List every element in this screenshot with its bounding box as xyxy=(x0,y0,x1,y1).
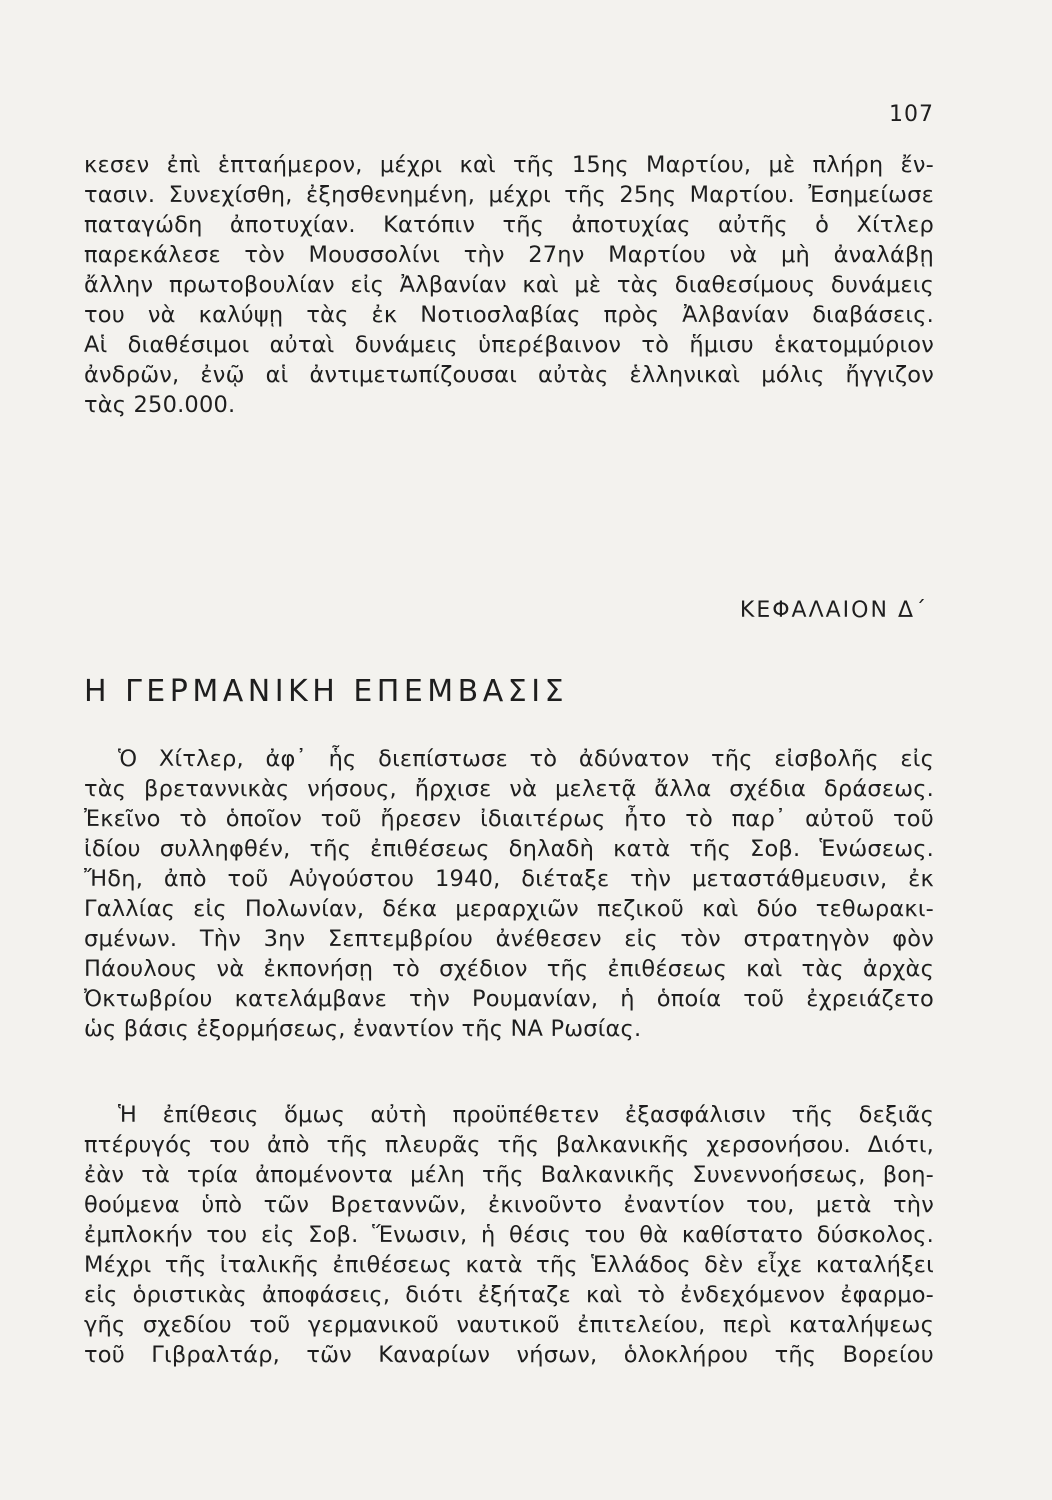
text-line: τὰς βρεταννικὰς νήσους, ἤρχισε νὰ μελετᾷ ἄλλα σχέδια δράσεως. xyxy=(84,776,934,802)
text-line: τοῦ Γιβραλτάρ, τῶν Καναρίων νήσων, ὁλοκλήρου τῆς Βορείου xyxy=(84,1342,934,1368)
text-line: Ὀκτωβρίου κατελάμβανε τὴν Ρουμανίαν, ἡ ὁποία τοῦ ἐχρειάζετο xyxy=(84,986,934,1012)
text-line: Ἤδη, ἀπὸ τοῦ Αὐγούστου 1940, διέταξε τὴν μεταστάθμευσιν, ἐκ xyxy=(84,866,934,892)
page-number: 107 xyxy=(889,102,934,127)
text-line: πτέρυγός του ἀπὸ τῆς πλευρᾶς τῆς βαλκανικῆς χερσονήσου. Διότι, xyxy=(84,1132,934,1158)
text-line: κεσεν ἐπὶ ἑπταήμερον, μέχρι καὶ τῆς 15ης Μαρτίου, μὲ πλήρη ἔν- xyxy=(84,152,934,178)
text-line: Γαλλίας εἰς Πολωνίαν, δέκα μεραρχιῶν πεζικοῦ καὶ δύο τεθωρακι- xyxy=(84,896,934,922)
text-line: θούμενα ὑπὸ τῶν Βρεταννῶν, ἐκινοῦντο ἐναντίον του, μετὰ τὴν xyxy=(84,1192,934,1218)
text-line: ἐμπλοκήν του εἰς Σοβ. Ἕνωσιν, ἡ θέσις του θὰ καθίστατο δύσκολος. xyxy=(84,1222,934,1248)
text-line: παρεκάλεσε τὸν Μουσσολίνι τὴν 27ην Μαρτίου νὰ μὴ ἀναλάβῃ xyxy=(84,242,934,268)
text-line: ἐὰν τὰ τρία ἀπομένοντα μέλη τῆς Βαλκανικῆς Συνεννοήσεως, βοη- xyxy=(84,1162,934,1188)
text-line: γῆς σχεδίου τοῦ γερμανικοῦ ναυτικοῦ ἐπιτελείου, περὶ καταλήψεως xyxy=(84,1312,934,1338)
text-line: Μέχρι τῆς ἰταλικῆς ἐπιθέσεως κατὰ τῆς Ἑλλάδος δὲν εἶχε καταλήξει xyxy=(84,1252,934,1278)
paragraph-two xyxy=(84,1100,934,1370)
chapter-label: ΚΕΦΑΛΑΙΟΝ Δ΄ xyxy=(739,598,928,623)
text-line: τὰς 250.000. xyxy=(84,392,236,418)
chapter-title: Η ΓΕΡΜΑΝΙΚΗ ΕΠΕΜΒΑΣΙΣ xyxy=(84,674,569,709)
text-line: ἀνδρῶν, ἐνῷ αἱ ἀντιμετωπίζουσαι αὐτὰς ἑλληνικαὶ μόλις ἤγγιζον xyxy=(84,362,934,388)
text-line: εἰς ὁριστικὰς ἀποφάσεις, διότι ἐξήταζε καὶ τὸ ἐνδεχόμενον ἐφαρμο- xyxy=(84,1282,934,1308)
text-line: σμένων. Τὴν 3ην Σεπτεμβρίου ἀνέθεσεν εἰς τὸν στρατηγὸν φὸν xyxy=(84,926,934,952)
text-line: ἰδίου συλληφθέν, τῆς ἐπιθέσεως δηλαδὴ κατὰ τῆς Σοβ. Ἑνώσεως. xyxy=(84,836,934,862)
text-line: παταγώδη ἀποτυχίαν. Κατόπιν τῆς ἀποτυχίας αὐτῆς ὁ Χίτλερ xyxy=(84,212,934,238)
text-line: του νὰ καλύψῃ τὰς ἐκ Νοτιοσλαβίας πρὸς Ἀλβανίαν διαβάσεις. xyxy=(84,302,934,328)
paragraph-one xyxy=(84,744,934,1044)
top-paragraph xyxy=(84,150,934,420)
text-line: Ὁ Χίτλερ, ἀφ᾽ ἧς διεπίστωσε τὸ ἀδύνατον τῆς εἰσβολῆς εἰς xyxy=(118,746,934,772)
text-line: Αἱ διαθέσιμοι αὐταὶ δυνάμεις ὑπερέβαινον τὸ ἥμισυ ἑκατομμύριον xyxy=(84,332,934,358)
text-line: Πάουλους νὰ ἐκπονήσῃ τὸ σχέδιον τῆς ἐπιθέσεως καὶ τὰς ἀρχὰς xyxy=(84,956,934,982)
text-line: Ἡ ἐπίθεσις ὅμως αὐτὴ προϋπέθετεν ἐξασφάλισιν τῆς δεξιᾶς xyxy=(118,1102,934,1128)
text-line: Ἐκεῖνο τὸ ὁποῖον τοῦ ἤρεσεν ἰδιαιτέρως ἦτο τὸ παρ᾽ αὐτοῦ τοῦ xyxy=(84,806,934,832)
text-line: ὡς βάσις ἐξορμήσεως, ἐναντίον τῆς ΝΑ Ρωσίας. xyxy=(84,1016,642,1042)
text-line: τασιν. Συνεχίσθη, ἐξησθενημένη, μέχρι τῆς 25ης Μαρτίου. Ἐσημείωσε xyxy=(84,182,934,208)
text-line: ἄλλην πρωτοβουλίαν εἰς Ἀλβανίαν καὶ μὲ τὰς διαθεσίμους δυνάμεις xyxy=(84,272,934,298)
